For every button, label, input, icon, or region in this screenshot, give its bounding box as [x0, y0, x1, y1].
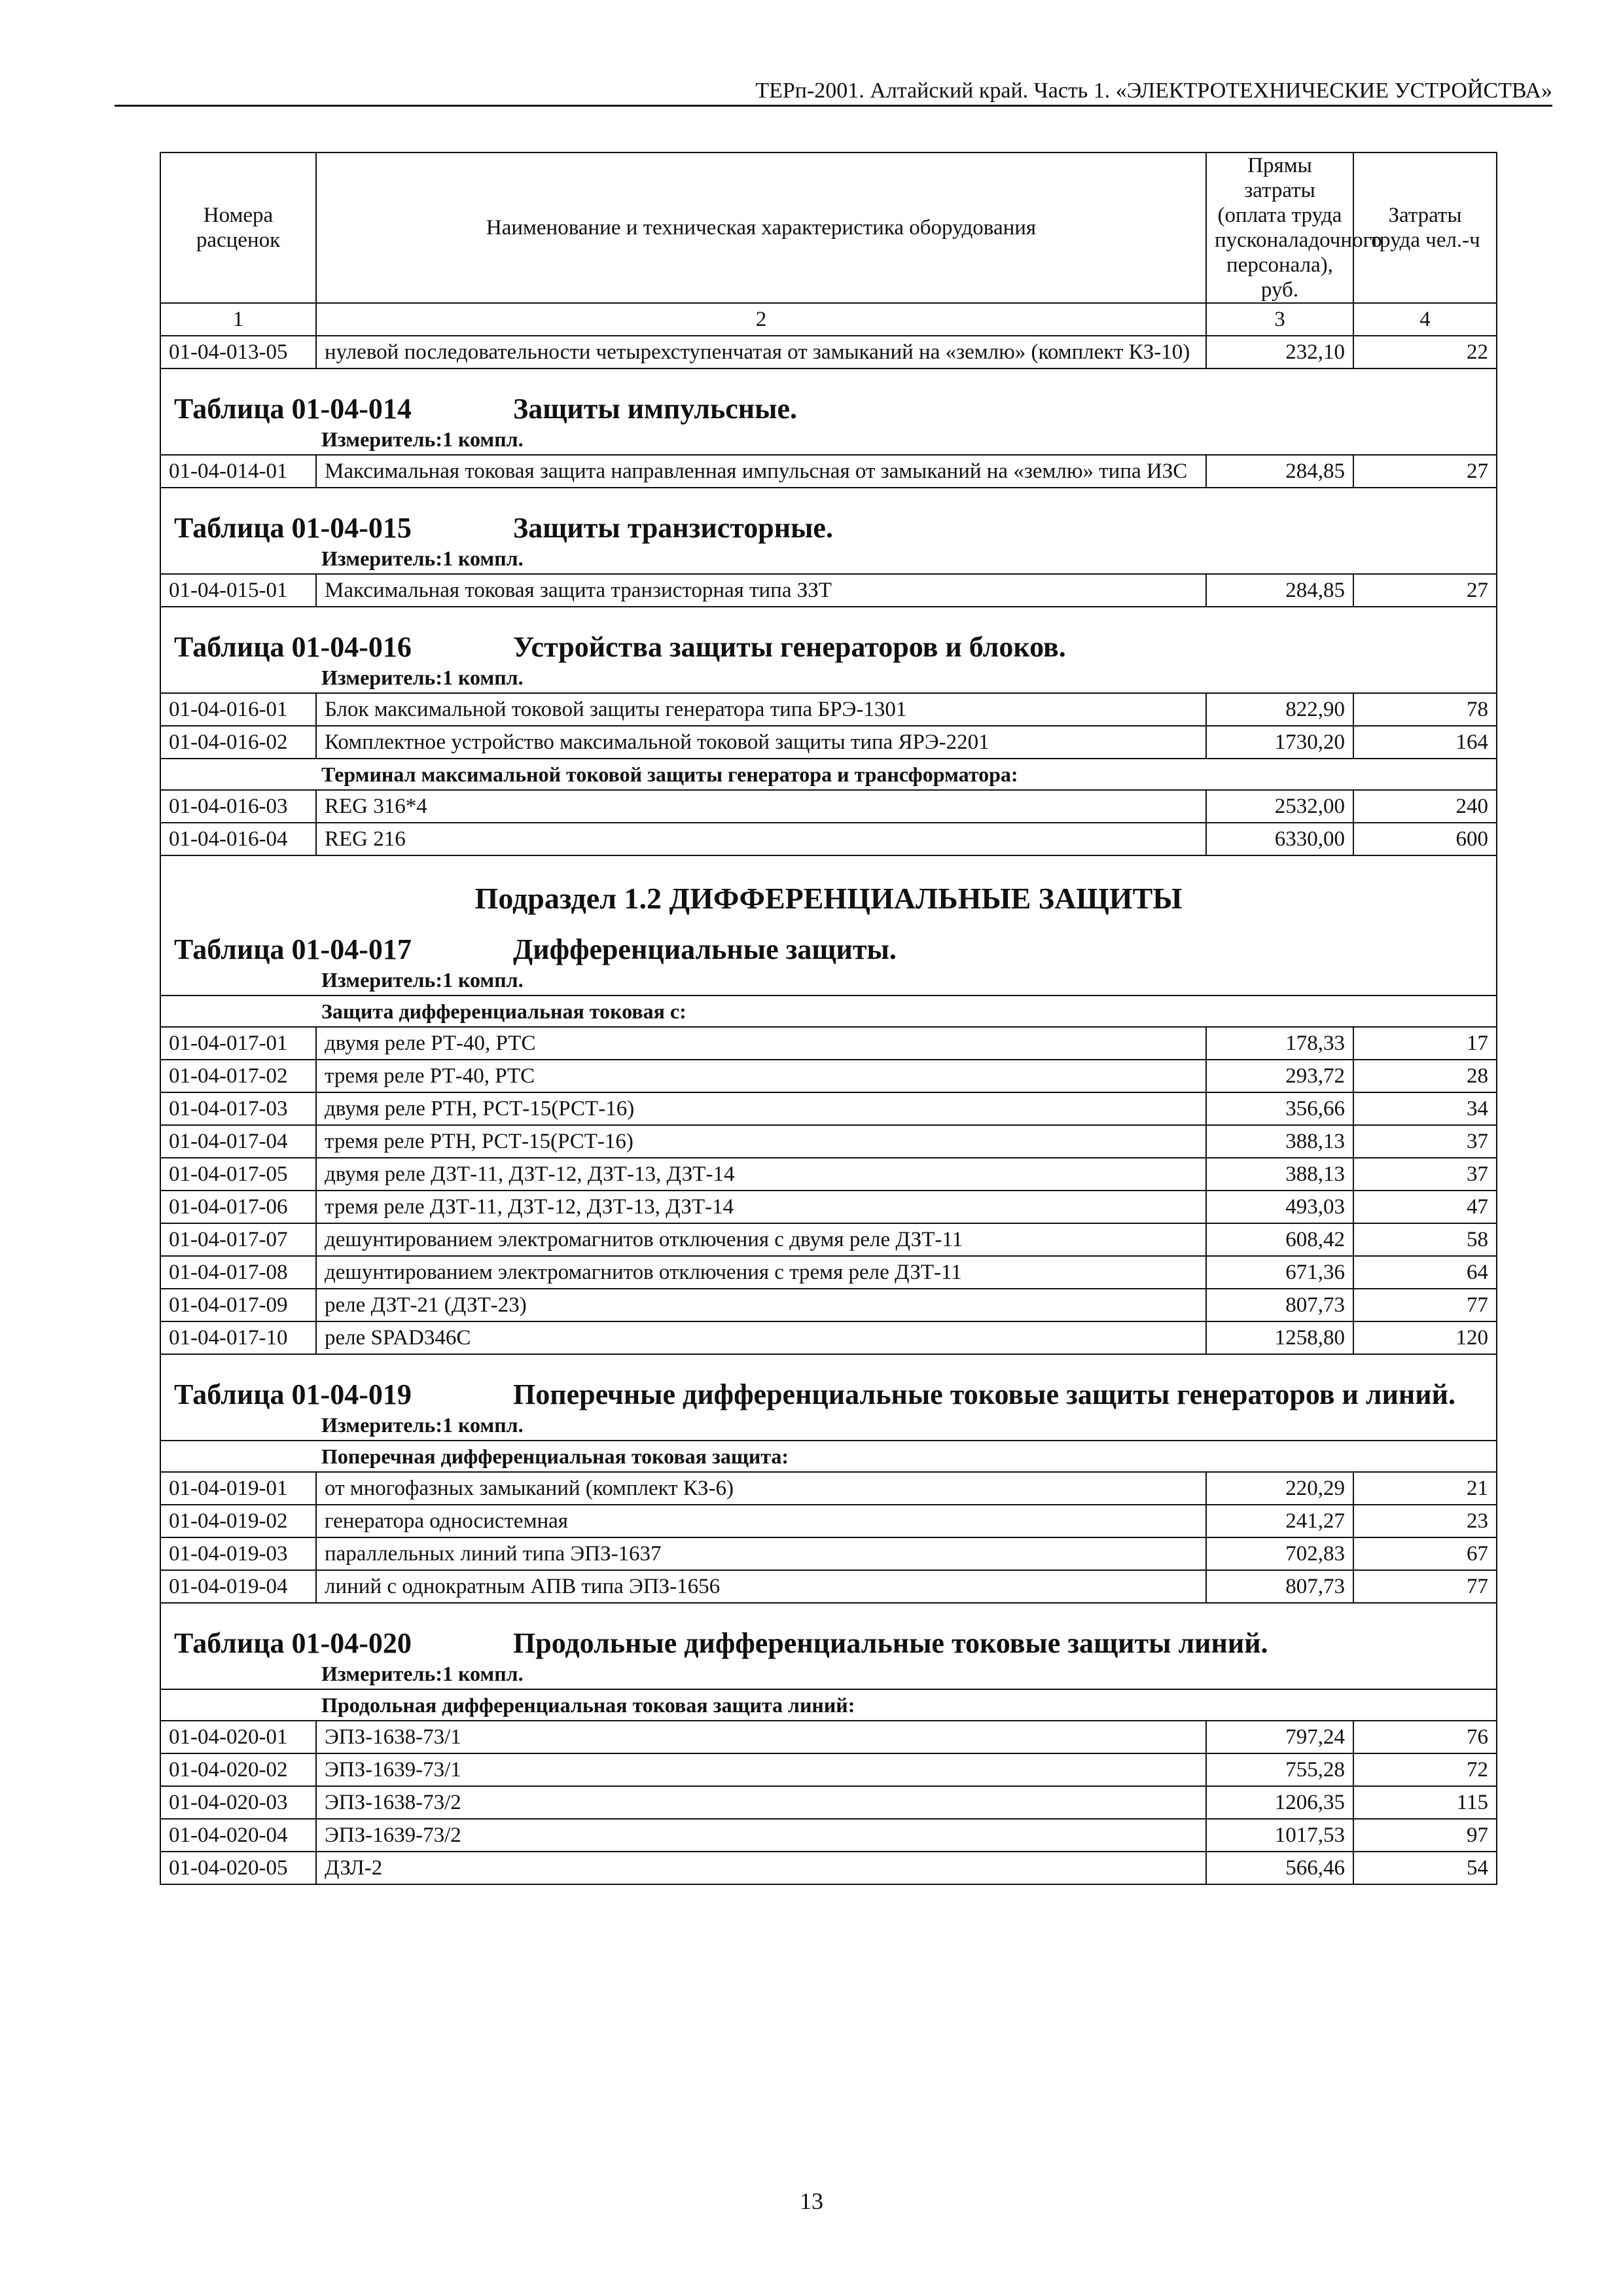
table-caption: Защиты транзисторные. [513, 512, 833, 544]
rate-name: Максимальная токовая защита транзисторная типа ЗЗТ [316, 574, 1206, 607]
rate-code: 01-04-017-06 [160, 1191, 316, 1223]
rate-name: двумя реле РТ-40, РТС [316, 1027, 1206, 1060]
rate-hours: 28 [1353, 1060, 1497, 1092]
rate-code: 01-04-016-01 [160, 693, 316, 726]
table-title-cell [160, 1603, 1497, 1659]
rate-cost: 1258,80 [1206, 1321, 1353, 1354]
table-row [160, 1753, 1497, 1786]
rate-hours: 37 [1353, 1125, 1497, 1158]
rate-code: 01-04-019-01 [160, 1472, 316, 1505]
column-number: 4 [1353, 303, 1497, 336]
section-row [160, 855, 1497, 915]
rate-hours: 64 [1353, 1256, 1497, 1289]
rate-hours: 23 [1353, 1505, 1497, 1537]
table-title [174, 394, 1488, 424]
rate-name: ЭПЗ-1639-73/2 [316, 1819, 1206, 1852]
measure-row [160, 1659, 1497, 1689]
rate-cost: 241,27 [1206, 1505, 1353, 1537]
measure-row [160, 1410, 1497, 1441]
rate-hours: 22 [1353, 336, 1497, 368]
group-row [160, 1441, 1497, 1472]
rate-hours: 115 [1353, 1786, 1497, 1819]
rate-hours: 47 [1353, 1191, 1497, 1223]
column-header-name: Наименование и техническая характеристика оборудования [316, 152, 1206, 303]
group-heading: Защита дифференциальная токовая с: [160, 996, 1497, 1027]
rate-cost: 671,36 [1206, 1256, 1353, 1289]
rate-cost: 284,85 [1206, 574, 1353, 607]
rate-cost: 1206,35 [1206, 1786, 1353, 1819]
rate-hours: 120 [1353, 1321, 1497, 1354]
rate-code: 01-04-020-05 [160, 1852, 316, 1884]
rate-cost: 1017,53 [1206, 1819, 1353, 1852]
rate-cost: 797,24 [1206, 1721, 1353, 1753]
rate-hours: 37 [1353, 1158, 1497, 1191]
rate-name: двумя реле ДЗТ-11, ДЗТ-12, ДЗТ-13, ДЗТ-14 [316, 1158, 1206, 1191]
rate-name: линий с однократным АПВ типа ЭПЗ-1656 [316, 1570, 1206, 1603]
rate-code: 01-04-020-04 [160, 1819, 316, 1852]
table-number: Таблица 01-04-014 [174, 393, 412, 425]
table-row [160, 1191, 1497, 1223]
rate-code: 01-04-016-03 [160, 790, 316, 823]
rate-code: 01-04-017-05 [160, 1158, 316, 1191]
table-row [160, 1852, 1497, 1884]
rate-code: 01-04-017-04 [160, 1125, 316, 1158]
rate-name: реле SPAD346C [316, 1321, 1206, 1354]
column-number: 3 [1206, 303, 1353, 336]
table-header-row [160, 152, 1497, 303]
rate-hours: 164 [1353, 726, 1497, 759]
group-heading: Поперечная дифференциальная токовая защита: [160, 1441, 1497, 1472]
table-row [160, 1289, 1497, 1321]
measure-unit: Измеритель:1 компл. [160, 1659, 1497, 1689]
rate-hours: 58 [1353, 1223, 1497, 1256]
rate-name: REG 316*4 [316, 790, 1206, 823]
column-header-labor: Затраты труда чел.-ч [1353, 152, 1497, 303]
rate-cost: 493,03 [1206, 1191, 1353, 1223]
page-number: 13 [800, 2188, 823, 2214]
rate-cost: 608,42 [1206, 1223, 1353, 1256]
table-title-cell [160, 368, 1497, 424]
rate-name: ЭПЗ-1638-73/1 [316, 1721, 1206, 1753]
rate-hours: 34 [1353, 1092, 1497, 1125]
table-title [174, 935, 1488, 965]
table-row [160, 823, 1497, 855]
rate-name: параллельных линий типа ЭПЗ-1637 [316, 1537, 1206, 1570]
measure-unit: Измеритель:1 компл. [160, 662, 1497, 693]
table-row [160, 1256, 1497, 1289]
rate-cost: 822,90 [1206, 693, 1353, 726]
group-heading: Терминал максимальной токовой защиты генератора и трансформатора: [160, 759, 1497, 790]
price-table [160, 152, 1497, 1885]
rate-hours: 240 [1353, 790, 1497, 823]
rate-name: Блок максимальной токовой защиты генератора типа БРЭ-1301 [316, 693, 1206, 726]
rate-cost: 1730,20 [1206, 726, 1353, 759]
table-caption: Продольные дифференциальные токовые защиты линий. [513, 1627, 1268, 1659]
rate-hours: 27 [1353, 574, 1497, 607]
table-title [174, 1380, 1488, 1410]
rate-cost: 388,13 [1206, 1158, 1353, 1191]
table-number: Таблица 01-04-015 [174, 512, 412, 544]
rate-hours: 72 [1353, 1753, 1497, 1786]
rate-cost: 807,73 [1206, 1570, 1353, 1603]
table-title-row [160, 915, 1497, 965]
table-caption: Дифференциальные защиты. [513, 933, 897, 965]
table-number: Таблица 01-04-020 [174, 1627, 412, 1659]
rate-cost: 755,28 [1206, 1753, 1353, 1786]
rate-name: дешунтированием электромагнитов отключения с двумя реле ДЗТ-11 [316, 1223, 1206, 1256]
measure-row [160, 662, 1497, 693]
rate-name: генератора односистемная [316, 1505, 1206, 1537]
rate-code: 01-04-017-02 [160, 1060, 316, 1092]
rate-code: 01-04-020-02 [160, 1753, 316, 1786]
rate-cost: 807,73 [1206, 1289, 1353, 1321]
table-caption: Поперечные дифференциальные токовые защиты генераторов и линий. [513, 1378, 1455, 1410]
rate-cost: 232,10 [1206, 336, 1353, 368]
rate-code: 01-04-016-02 [160, 726, 316, 759]
table-row [160, 1721, 1497, 1753]
column-header-direct-cost: Прямы затраты (оплата труда пусконаладочного персонала), руб. [1206, 152, 1353, 303]
rate-name: тремя реле РТ-40, РТС [316, 1060, 1206, 1092]
rate-name: тремя реле ДЗТ-11, ДЗТ-12, ДЗТ-13, ДЗТ-14 [316, 1191, 1206, 1223]
table-row [160, 1158, 1497, 1191]
measure-row [160, 965, 1497, 996]
column-number-row [160, 303, 1497, 336]
table-number: Таблица 01-04-016 [174, 631, 412, 663]
rate-code: 01-04-019-03 [160, 1537, 316, 1570]
table-title-cell [160, 915, 1497, 965]
table-row [160, 726, 1497, 759]
table-title-cell [160, 488, 1497, 543]
table-row [160, 1819, 1497, 1852]
measure-unit: Измеритель:1 компл. [160, 424, 1497, 455]
table-title-row [160, 368, 1497, 424]
table-row [160, 1125, 1497, 1158]
rate-hours: 77 [1353, 1289, 1497, 1321]
table-row [160, 1786, 1497, 1819]
table-row [160, 1570, 1497, 1603]
group-row [160, 1689, 1497, 1721]
table-row [160, 693, 1497, 726]
rate-code: 01-04-015-01 [160, 574, 316, 607]
rate-cost: 293,72 [1206, 1060, 1353, 1092]
table-title-row [160, 488, 1497, 543]
rate-name: REG 216 [316, 823, 1206, 855]
measure-row [160, 424, 1497, 455]
group-row [160, 759, 1497, 790]
rate-code: 01-04-014-01 [160, 455, 316, 488]
measure-unit: Измеритель:1 компл. [160, 543, 1497, 574]
rate-hours: 21 [1353, 1472, 1497, 1505]
rate-cost: 388,13 [1206, 1125, 1353, 1158]
rate-name: двумя реле РТН, РСТ-15(РСТ-16) [316, 1092, 1206, 1125]
rate-hours: 27 [1353, 455, 1497, 488]
column-number: 2 [316, 303, 1206, 336]
rate-code: 01-04-017-03 [160, 1092, 316, 1125]
rate-name: Максимальная токовая защита направленная импульсная от замыканий на «землю» типа ИЗС [316, 455, 1206, 488]
table-row [160, 1223, 1497, 1256]
rate-hours: 78 [1353, 693, 1497, 726]
rate-cost: 356,66 [1206, 1092, 1353, 1125]
rate-code: 01-04-016-04 [160, 823, 316, 855]
rate-name: ЭПЗ-1638-73/2 [316, 1786, 1206, 1819]
rate-code: 01-04-017-08 [160, 1256, 316, 1289]
table-row [160, 1321, 1497, 1354]
table-title-cell [160, 607, 1497, 662]
rate-name: нулевой последовательности четырехступенчатая от замыканий на «землю» (комплект КЗ-10) [316, 336, 1206, 368]
table-row [160, 455, 1497, 488]
table-row [160, 574, 1497, 607]
rate-name: от многофазных замыканий (комплект КЗ-6) [316, 1472, 1206, 1505]
table-title [174, 513, 1488, 543]
table-row [160, 1027, 1497, 1060]
rate-hours: 77 [1353, 1570, 1497, 1603]
rate-cost: 220,29 [1206, 1472, 1353, 1505]
rate-code: 01-04-020-01 [160, 1721, 316, 1753]
rate-cost: 6330,00 [1206, 823, 1353, 855]
table-row [160, 336, 1497, 368]
running-header: ТЕРп-2001. Алтайский край. Часть 1. «ЭЛЕКТРОТЕХНИЧЕСКИЕ УСТРОЙСТВА» [115, 77, 1552, 107]
column-number: 1 [160, 303, 316, 336]
table-row [160, 790, 1497, 823]
rate-hours: 17 [1353, 1027, 1497, 1060]
group-row [160, 996, 1497, 1027]
table-row [160, 1472, 1497, 1505]
measure-unit: Измеритель:1 компл. [160, 965, 1497, 996]
rate-cost: 566,46 [1206, 1852, 1353, 1884]
table-row [160, 1537, 1497, 1570]
table-row [160, 1092, 1497, 1125]
rate-cost: 284,85 [1206, 455, 1353, 488]
rate-code: 01-04-019-04 [160, 1570, 316, 1603]
rate-code: 01-04-017-10 [160, 1321, 316, 1354]
rate-code: 01-04-013-05 [160, 336, 316, 368]
rate-hours: 76 [1353, 1721, 1497, 1753]
rate-code: 01-04-020-03 [160, 1786, 316, 1819]
table-title-row [160, 1354, 1497, 1410]
rate-cost: 702,83 [1206, 1537, 1353, 1570]
table-caption: Устройства защиты генераторов и блоков. [513, 631, 1066, 663]
table-row [160, 1060, 1497, 1092]
table-caption: Защиты импульсные. [513, 393, 797, 425]
rate-name: Комплектное устройство максимальной токовой защиты типа ЯРЭ-2201 [316, 726, 1206, 759]
rate-name: реле ДЗТ-21 (ДЗТ-23) [316, 1289, 1206, 1321]
table-number: Таблица 01-04-019 [174, 1378, 412, 1410]
column-header-codes: Номера расценок [160, 152, 316, 303]
rate-name: тремя реле РТН, РСТ-15(РСТ-16) [316, 1125, 1206, 1158]
rate-hours: 97 [1353, 1819, 1497, 1852]
rate-cost: 178,33 [1206, 1027, 1353, 1060]
table-title-row [160, 607, 1497, 662]
table-title [174, 1628, 1488, 1659]
rate-cost: 2532,00 [1206, 790, 1353, 823]
measure-unit: Измеритель:1 компл. [160, 1410, 1497, 1441]
rate-name: дешунтированием электромагнитов отключения с тремя реле ДЗТ-11 [316, 1256, 1206, 1289]
measure-row [160, 543, 1497, 574]
rate-name: ЭПЗ-1639-73/1 [316, 1753, 1206, 1786]
table-row [160, 1505, 1497, 1537]
rate-code: 01-04-017-07 [160, 1223, 316, 1256]
rate-code: 01-04-017-09 [160, 1289, 316, 1321]
rate-hours: 600 [1353, 823, 1497, 855]
table-title [174, 632, 1488, 662]
group-heading: Продольная дифференциальная токовая защита линий: [160, 1689, 1497, 1721]
rate-code: 01-04-019-02 [160, 1505, 316, 1537]
table-title-row [160, 1603, 1497, 1659]
rate-hours: 67 [1353, 1537, 1497, 1570]
rate-name: ДЗЛ-2 [316, 1852, 1206, 1884]
table-title-cell [160, 1354, 1497, 1410]
table-number: Таблица 01-04-017 [174, 933, 412, 965]
section-heading: Подраздел 1.2 ДИФФЕРЕНЦИАЛЬНЫЕ ЗАЩИТЫ [160, 855, 1497, 915]
rate-hours: 54 [1353, 1852, 1497, 1884]
rate-code: 01-04-017-01 [160, 1027, 316, 1060]
